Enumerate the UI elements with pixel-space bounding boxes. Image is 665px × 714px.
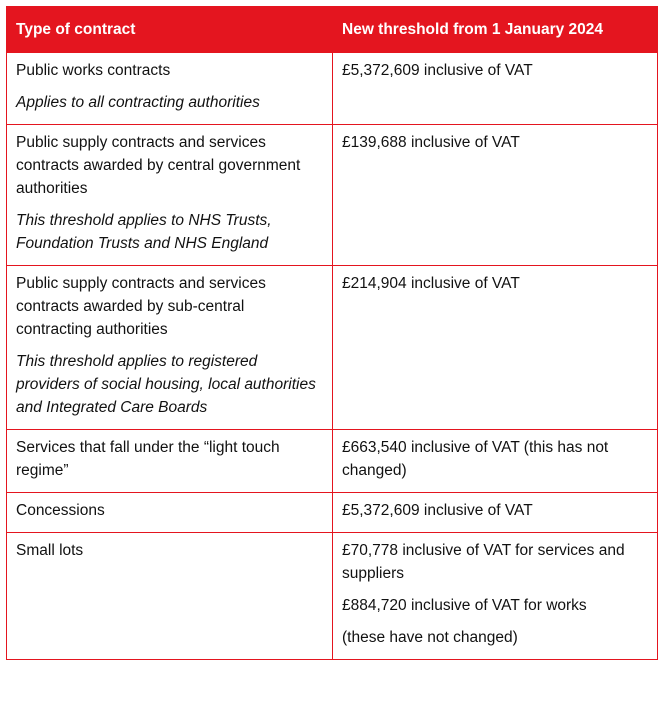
header-new-threshold: New threshold from 1 January 2024 [333, 7, 658, 53]
table-row [7, 266, 658, 430]
table-row [7, 493, 658, 533]
table-row [7, 533, 658, 660]
threshold-value: £5,372,609 inclusive of VAT [342, 62, 533, 79]
contract-type: Services that fall under the “light touch regime” [16, 439, 280, 479]
contract-type-cell [7, 125, 333, 266]
contract-type-cell [7, 430, 333, 493]
contract-type: Public works contracts [16, 62, 171, 79]
threshold-note: (these have not changed) [342, 629, 518, 646]
table-row [7, 53, 658, 125]
contract-type: Small lots [16, 542, 84, 559]
threshold-value: £214,904 inclusive of VAT [342, 275, 520, 292]
contract-type-cell [7, 53, 333, 125]
contract-type: Public supply contracts and services contracts awarded by central government authorities [16, 134, 301, 197]
threshold-cell [333, 266, 658, 430]
threshold-value: £139,688 inclusive of VAT [342, 134, 520, 151]
contract-type: Public supply contracts and services contracts awarded by sub-central contracting authorities [16, 275, 266, 338]
thresholds-table [6, 6, 658, 660]
threshold-value: £70,778 inclusive of VAT for services and suppliers [342, 542, 625, 582]
contract-type-cell [7, 493, 333, 533]
contract-note: Applies to all contracting authorities [16, 94, 260, 111]
threshold-cell [333, 125, 658, 266]
table-row [7, 430, 658, 493]
contract-type-cell [7, 266, 333, 430]
table-row [7, 125, 658, 266]
contract-note: This threshold applies to NHS Trusts, Foundation Trusts and NHS England [16, 212, 272, 252]
threshold-cell [333, 493, 658, 533]
threshold-value: £5,372,609 inclusive of VAT [342, 502, 533, 519]
contract-type: Concessions [16, 502, 105, 519]
threshold-cell [333, 533, 658, 660]
header-row [7, 7, 658, 53]
threshold-value: £884,720 inclusive of VAT for works [342, 597, 587, 614]
contract-note: This threshold applies to registered providers of social housing, local authorities and Integrated Care Boards [16, 353, 316, 416]
threshold-cell [333, 430, 658, 493]
header-type-of-contract: Type of contract [7, 7, 333, 53]
threshold-value: £663,540 inclusive of VAT (this has not changed) [342, 439, 609, 479]
contract-type-cell [7, 533, 333, 660]
threshold-cell [333, 53, 658, 125]
